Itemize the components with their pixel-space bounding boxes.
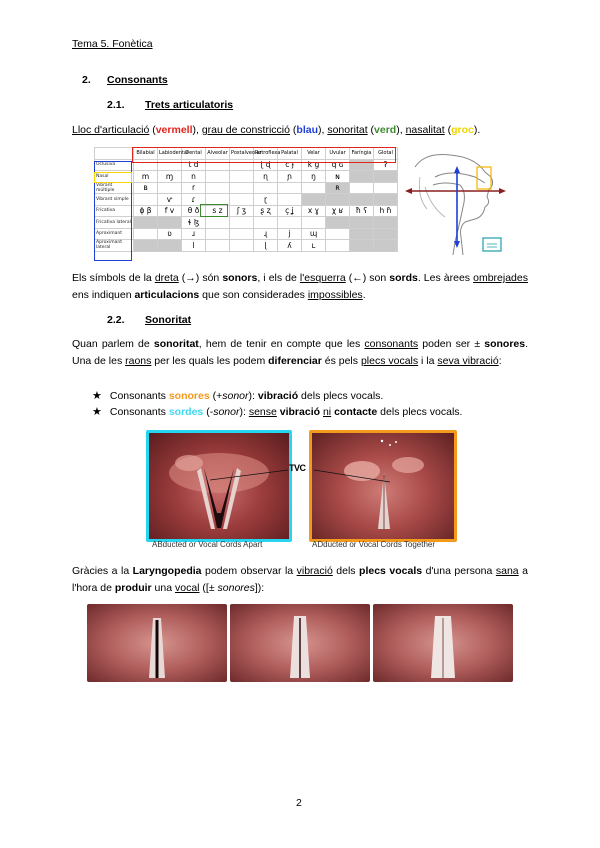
ipa-column-header: Bilabial (134, 148, 158, 160)
ipa-cell (374, 228, 398, 240)
ipa-cell: ɸ β (134, 205, 158, 217)
word-vibracio-2: vibració (296, 565, 333, 577)
ipa-row-label: Vibrant múltiple (95, 182, 134, 194)
ipa-row-label: Oclusiva (95, 159, 134, 171)
ipa-row-label: Aproximant lateral (95, 240, 134, 252)
vocal-tract-diagram (405, 147, 507, 257)
ipa-cell (230, 171, 254, 183)
ipa-cell: θ ð (182, 205, 206, 217)
ipa-cell: ʔ (374, 159, 398, 171)
subsection-title: Trets articulatoris (145, 99, 234, 111)
ipa-cell: ŋ (302, 171, 326, 183)
ipa-cell (350, 240, 374, 252)
legend-sonoritat: sonoritat (327, 124, 368, 136)
word-vocal: vocal (174, 582, 200, 594)
ipa-cell: j (278, 228, 302, 240)
paragraph-symbols: Els símbols de la dreta (→) són sonors, i els de l'esquerra (←) son sords. Les àrees ombrejades ens indiquen articulacions que son considerades impossibles. (72, 272, 528, 301)
ipa-row (95, 217, 398, 229)
paragraph-sonoritat: Quan parlem de sonoritat, hem de tenir en compte que les consonants poden ser ± sonores. Una de les raons per les quals les podem diferenciar és pels plecs vocals i la seva vibració: (72, 338, 529, 367)
ipa-cell (134, 240, 158, 252)
caption-apart: ABducted or Vocal Cords Apart (152, 540, 263, 549)
ipa-row-label: Nasal (95, 171, 134, 183)
ipa-cell: x ɣ (302, 205, 326, 217)
ipa-row-label: Fricativa lateral (95, 217, 134, 229)
document-header: Tema 5. Fonètica (72, 38, 153, 50)
word-sonoritat: sonoritat (153, 338, 199, 350)
word-plecs-vocals: plecs vocals (359, 565, 423, 577)
ipa-cell (350, 171, 374, 183)
page-number: 2 (296, 797, 302, 809)
ipa-cell (278, 217, 302, 229)
word-sonores-orange: sonores (168, 390, 210, 402)
ipa-cell (230, 217, 254, 229)
word-produir: produir (114, 582, 152, 594)
word-laryngopedia: Laryngopedia (132, 565, 202, 577)
star-icon: ★ (92, 390, 102, 402)
bullet-list (72, 388, 528, 420)
ipa-cell (254, 217, 278, 229)
legend-red: vermell (155, 124, 193, 136)
ipa-cell (230, 240, 254, 252)
ipa-row-label: Fricativa (95, 205, 134, 217)
ipa-cell: ɰ (302, 228, 326, 240)
word-diferenciar: diferenciar (268, 355, 322, 367)
ipa-cell: χ ʁ (326, 205, 350, 217)
ipa-cell: ħ ʕ (350, 205, 374, 217)
ipa-cell: l (182, 240, 206, 252)
section-number: 2. (82, 74, 91, 86)
subsection-number: 2.1. (107, 99, 125, 111)
ipa-cell: f v (158, 205, 182, 217)
ipa-cell (230, 194, 254, 206)
ipa-cell (350, 217, 374, 229)
ipa-column-header: Glotal (374, 148, 398, 160)
ipa-cell (134, 228, 158, 240)
ipa-cell: ɳ (254, 171, 278, 183)
ipa-cell (374, 194, 398, 206)
ipa-cell (350, 182, 374, 194)
ipa-column-header: Retroflexa (254, 148, 278, 160)
word-ombrejades: ombrejades (473, 272, 528, 284)
ipa-cell: s z (206, 205, 230, 217)
ipa-cell (302, 217, 326, 229)
ipa-cell: ɻ (254, 228, 278, 240)
ipa-cell: n (182, 171, 206, 183)
ipa-cell (158, 240, 182, 252)
ipa-cell: ʂ ʐ (254, 205, 278, 217)
word-vibracio: seva vibració (437, 355, 499, 367)
ipa-cell (206, 228, 230, 240)
ipa-column-header: Faríngia (350, 148, 374, 160)
ipa-cell (326, 228, 350, 240)
word-sords: sords (389, 272, 418, 284)
ipa-cell (206, 171, 230, 183)
ipa-column-header: Velar (302, 148, 326, 160)
caption-together: ADducted or Vocal Cords Together (312, 540, 436, 549)
word-sonores: sonores (484, 338, 526, 350)
ipa-row (95, 205, 398, 217)
ipa-cell (374, 171, 398, 183)
ipa-cell (326, 240, 350, 252)
word-articulacions: articulacions (134, 289, 200, 301)
ipa-cell (158, 182, 182, 194)
word-esquerra: l'esquerra (299, 272, 346, 284)
legend-green: verd (374, 124, 397, 136)
word-raons: raons (125, 355, 152, 367)
ipa-column-header: Labiodental (158, 148, 182, 160)
word-impossibles: impossibles (307, 289, 363, 301)
ipa-cell (134, 217, 158, 229)
ipa-row-label: Vibrant simple (95, 194, 134, 206)
section-title: Consonants (107, 74, 168, 86)
ipa-cell: h ɦ (374, 205, 398, 217)
ipa-cell: t d (182, 159, 206, 171)
ipa-cell: ʎ (278, 240, 302, 252)
ipa-row (95, 182, 398, 194)
ipa-row (95, 228, 398, 240)
ipa-corner (95, 148, 134, 160)
word-consonants: consonants (364, 338, 419, 350)
ipa-cell: ⱱ (158, 194, 182, 206)
ipa-column-header: Palatal (278, 148, 302, 160)
ipa-cell (302, 182, 326, 194)
ipa-cell: ɭ (254, 240, 278, 252)
ipa-cell: ɲ (278, 171, 302, 183)
tvc-label: TVC (289, 463, 306, 473)
ipa-row (95, 171, 398, 183)
ipa-column-header: Postalveolar (230, 148, 254, 160)
subsection-number-2: 2.2. (107, 314, 125, 326)
ipa-cell: ʃ ʒ (230, 205, 254, 217)
ipa-cell (350, 194, 374, 206)
ipa-cell (374, 182, 398, 194)
ipa-cell (374, 240, 398, 252)
ipa-cell: ɾ (182, 194, 206, 206)
place-frame-red (132, 147, 396, 163)
legend-lloc: Lloc d'articulació (72, 124, 150, 136)
ipa-column-header: Uvular (326, 148, 350, 160)
ipa-cell (158, 217, 182, 229)
ipa-cell (374, 217, 398, 229)
word-dreta: dreta (154, 272, 179, 284)
ipa-cell (206, 217, 230, 229)
ipa-cell: ɽ (254, 194, 278, 206)
word-sordes-cyan: sordes (168, 406, 204, 418)
ipa-row-label: Aproximant (95, 228, 134, 240)
legend-nasalitat: nasalitat (405, 124, 445, 136)
word-plecs: plecs vocals (360, 355, 419, 367)
ipa-cell: ɹ (182, 228, 206, 240)
ipa-consonant-chart (94, 147, 398, 261)
ipa-cell: ʟ (302, 240, 326, 252)
ipa-cell (278, 194, 302, 206)
ipa-cell (206, 182, 230, 194)
ipa-cell: q ɢ (326, 159, 350, 171)
ipa-cell: ʀ (326, 182, 350, 194)
ipa-cell (254, 182, 278, 194)
ipa-cell (230, 182, 254, 194)
ipa-cell: ʈ ɖ (254, 159, 278, 171)
ipa-column-header: Dental (182, 148, 206, 160)
laryngoscopy-frame-3 (373, 604, 513, 682)
ipa-row (95, 194, 398, 206)
ipa-cell: ɬ ɮ (182, 217, 206, 229)
ipa-cell (230, 228, 254, 240)
bullet-sonores: ★ Consonants sonores (+sonor): vibració dels plecs vocals. (92, 390, 384, 402)
laryngoscopy-frame-1 (87, 604, 227, 682)
ipa-column-header: Alveolar (206, 148, 230, 160)
nasal-frame-yellow (94, 172, 132, 183)
bullet-sordes: ★ Consonants sordes (-sonor): sense vibració ni contacte dels plecs vocals. (92, 406, 463, 418)
word-sana: sana (495, 565, 519, 577)
ipa-cell: ʋ (158, 228, 182, 240)
ipa-cell: ɱ (158, 171, 182, 183)
subsection-title-2: Sonoritat (145, 314, 192, 326)
star-icon: ★ (92, 406, 102, 418)
color-legend: Lloc d'articulació (vermell), grau de constricció (blau), sonoritat (verd), nasalitat (groc). (72, 124, 481, 136)
legend-grau: grau de constricció (201, 124, 290, 136)
ipa-cell (350, 228, 374, 240)
ipa-cell: ɴ (326, 171, 350, 183)
ipa-cell: m (134, 171, 158, 183)
ipa-cell (134, 194, 158, 206)
ipa-cell (302, 194, 326, 206)
legend-yellow: groc (451, 124, 474, 136)
ipa-cell: ç ʝ (278, 205, 302, 217)
word-sonors: sonors (222, 272, 258, 284)
ipa-cell: k ɡ (302, 159, 326, 171)
ipa-cell (326, 217, 350, 229)
ipa-row (95, 240, 398, 252)
legend-blue: blau (296, 124, 318, 136)
voicing-frame-green (200, 204, 228, 217)
ipa-cell (206, 240, 230, 252)
laryngoscopy-frame-2 (230, 604, 370, 682)
ipa-cell (326, 194, 350, 206)
ipa-cell (278, 182, 302, 194)
paragraph-laryngopedia: Gràcies a la Laryngopedia podem observar la vibració dels plecs vocals d'una persona sana a l'hora de produir una vocal ([± sonores]): (72, 565, 528, 594)
ipa-cell: ʙ (134, 182, 158, 194)
ipa-cell: r (182, 182, 206, 194)
ipa-cell: c ɟ (278, 159, 302, 171)
